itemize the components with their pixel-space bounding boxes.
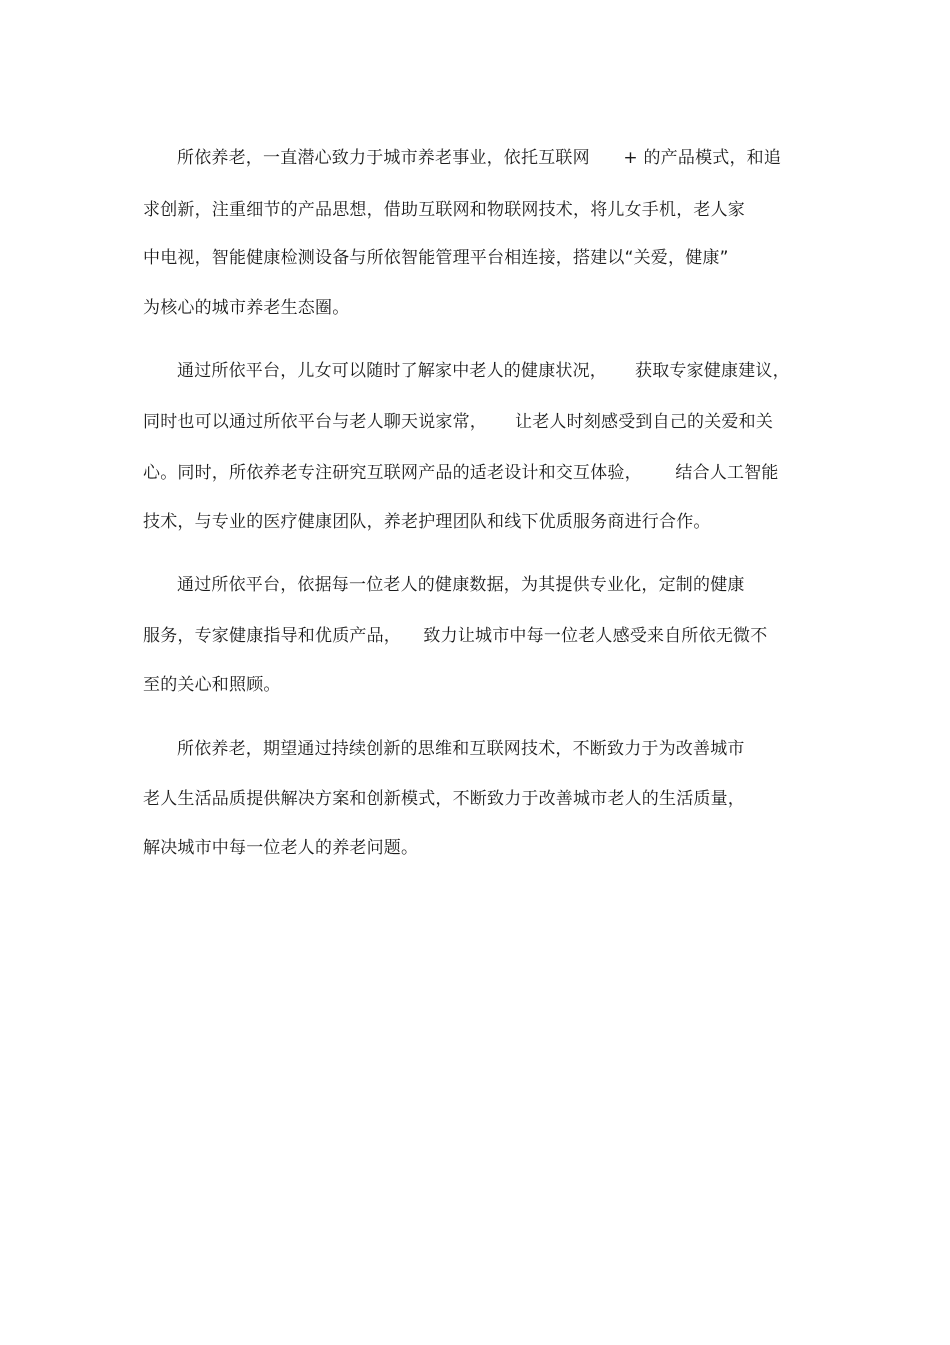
paragraph-3-line-1: 通过所依平台，依据每一位老人的健康数据，为其提供专业化，定制的健康 [177, 575, 745, 595]
paragraph-3-line-2: 服务，专家健康指导和优质产品， 致力让城市中每一位老人感受来自所依无微不 [143, 626, 768, 646]
paragraph-1-line-2: 求创新，注重细节的产品思想，借助互联网和物联网技术，将儿女手机，老人家 [143, 200, 745, 220]
paragraph-4-line-2: 老人生活品质提供解决方案和创新模式，不断致力于改善城市老人的生活质量， [143, 789, 745, 809]
paragraph-2-line-2: 同时也可以通过所依平台与老人聊天说家常， 让老人时刻感受到自己的关爱和关 [143, 412, 774, 432]
paragraph-2-line-3: 心。同时，所依养老专注研究互联网产品的适老设计和交互体验， 结合人工智能 [143, 463, 779, 483]
paragraph-2-line-4: 技术，与专业的医疗健康团队，养老护理团队和线下优质服务商进行合作。 [143, 512, 711, 532]
paragraph-1-line-4: 为核心的城市养老生态圈。 [143, 298, 350, 318]
paragraph-2-line-1: 通过所依平台，儿女可以随时了解家中老人的健康状况， 获取专家健康建议， [177, 361, 790, 381]
paragraph-4-line-1: 所依养老，期望通过持续创新的思维和互联网技术，不断致力于为改善城市 [177, 739, 745, 759]
paragraph-1-line-1: 所依养老，一直潜心致力于城市养老事业，依托互联网 + 的产品模式，和追 [177, 148, 782, 168]
paragraph-3-line-3: 至的关心和照顾。 [143, 675, 281, 695]
paragraph-4-line-3: 解决城市中每一位老人的养老问题。 [143, 838, 419, 858]
paragraph-1-line-3: 中电视，智能健康检测设备与所依智能管理平台相连接，搭建以“关爱，健康” [143, 248, 729, 268]
